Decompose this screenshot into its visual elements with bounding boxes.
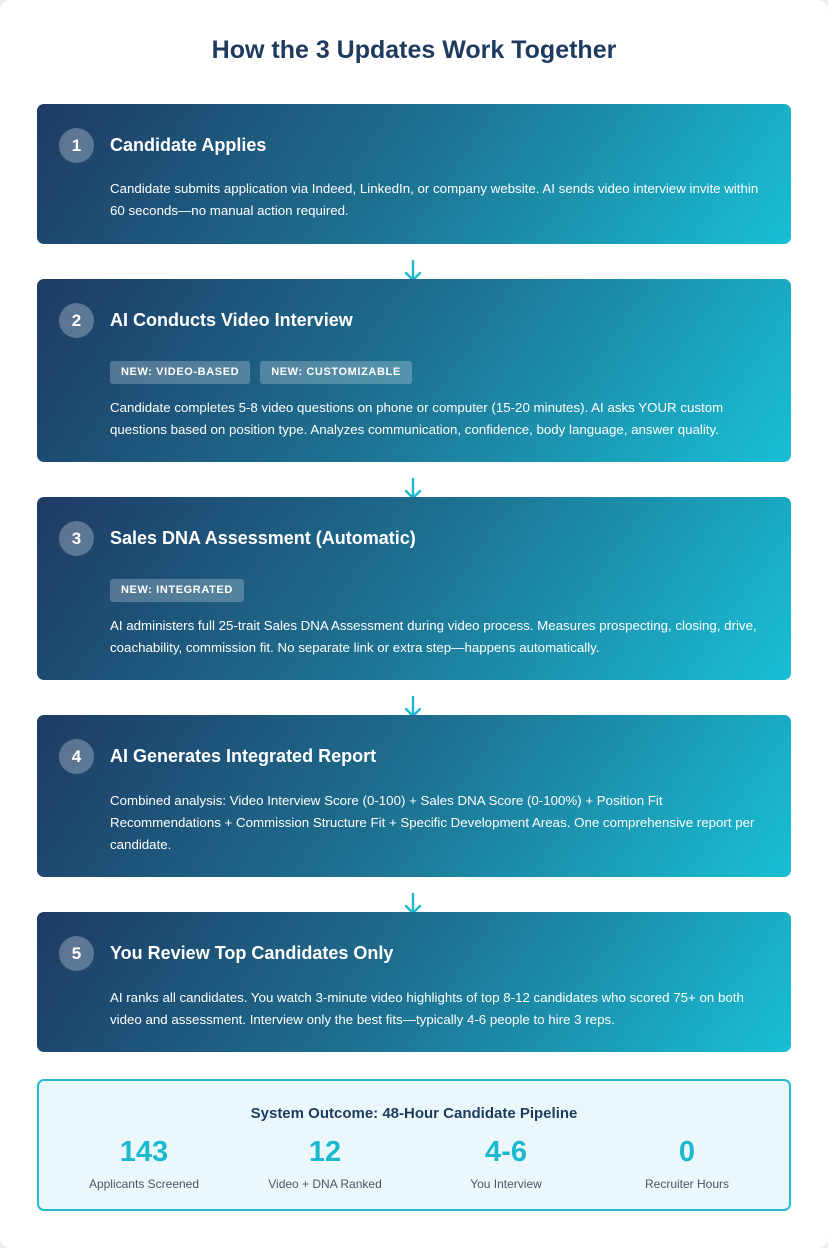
badge-customizable: NEW: CUSTOMIZABLE <box>260 361 412 384</box>
stat-label: Video + DNA Ranked <box>268 1177 382 1191</box>
stat-value: 4-6 <box>485 1136 527 1168</box>
step-1-title: Candidate Applies <box>110 135 267 155</box>
step-2-number: 2 <box>59 303 94 338</box>
step-3-title: Sales DNA Assessment (Automatic) <box>110 528 416 548</box>
stat-recruiter-hours <box>593 1135 781 1191</box>
step-4-card <box>37 715 791 877</box>
stat-applicants-screened <box>50 1135 238 1191</box>
badge-integrated: NEW: INTEGRATED <box>110 579 244 602</box>
stat-value: 143 <box>119 1136 169 1168</box>
step-5-number: 5 <box>59 936 94 971</box>
step-2-badges <box>110 361 412 384</box>
step-1-card <box>37 104 791 244</box>
badge-video-based: NEW: VIDEO-BASED <box>110 361 250 384</box>
step-2-title: AI Conducts Video Interview <box>110 310 353 330</box>
step-5-card <box>37 912 791 1052</box>
stat-value: 12 <box>308 1136 342 1168</box>
step-3-description: AI administers full 25-trait Sales DNA Assessment during video process. Measures prospecting, closing, drive, coachability, commission fit. No separate link or extra step—happens automatically. <box>110 618 757 655</box>
stat-label: Applicants Screened <box>88 1177 200 1191</box>
stat-value: 0 <box>678 1136 696 1168</box>
stat-label: You Interview <box>470 1177 542 1191</box>
step-5-title: You Review Top Candidates Only <box>110 943 394 963</box>
step-3-card <box>37 497 791 680</box>
step-3-badges <box>110 579 244 602</box>
step-1-description: Candidate submits application via Indeed, LinkedIn, or company website. AI sends video interview invite within 60 seconds—no manual action required. <box>110 181 759 218</box>
step-4-description: Combined analysis: Video Interview Score (0-100) + Sales DNA Score (0-100%) + Position Fit Recommendations + Commission Structure Fit + Specific Development Areas. One comprehensive report per candidate. <box>110 793 755 852</box>
stat-video-dna-ranked <box>231 1135 419 1191</box>
stat-you-interview <box>412 1135 600 1191</box>
step-4-number: 4 <box>59 739 94 774</box>
page-title: How the 3 Updates Work Together <box>211 36 617 64</box>
step-4-title: AI Generates Integrated Report <box>110 746 377 766</box>
outcome-panel <box>37 1079 791 1211</box>
step-2-card <box>37 279 791 462</box>
step-1-number: 1 <box>59 128 94 163</box>
stat-label: Recruiter Hours <box>644 1177 730 1191</box>
step-2-description: Candidate completes 5-8 video questions on phone or computer (15-20 minutes). AI asks YOUR custom questions based on position type. Analyzes communication, confidence, body language, answer quality. <box>110 400 724 437</box>
step-3-number: 3 <box>59 521 94 556</box>
step-5-description: AI ranks all candidates. You watch 3-minute video highlights of top 8-12 candidates who scored 75+ on both video and assessment. Interview only the best fits—typically 4-6 people to hire 3 reps. <box>110 990 744 1027</box>
outcome-title: System Outcome: 48-Hour Candidate Pipeline <box>250 1105 578 1122</box>
